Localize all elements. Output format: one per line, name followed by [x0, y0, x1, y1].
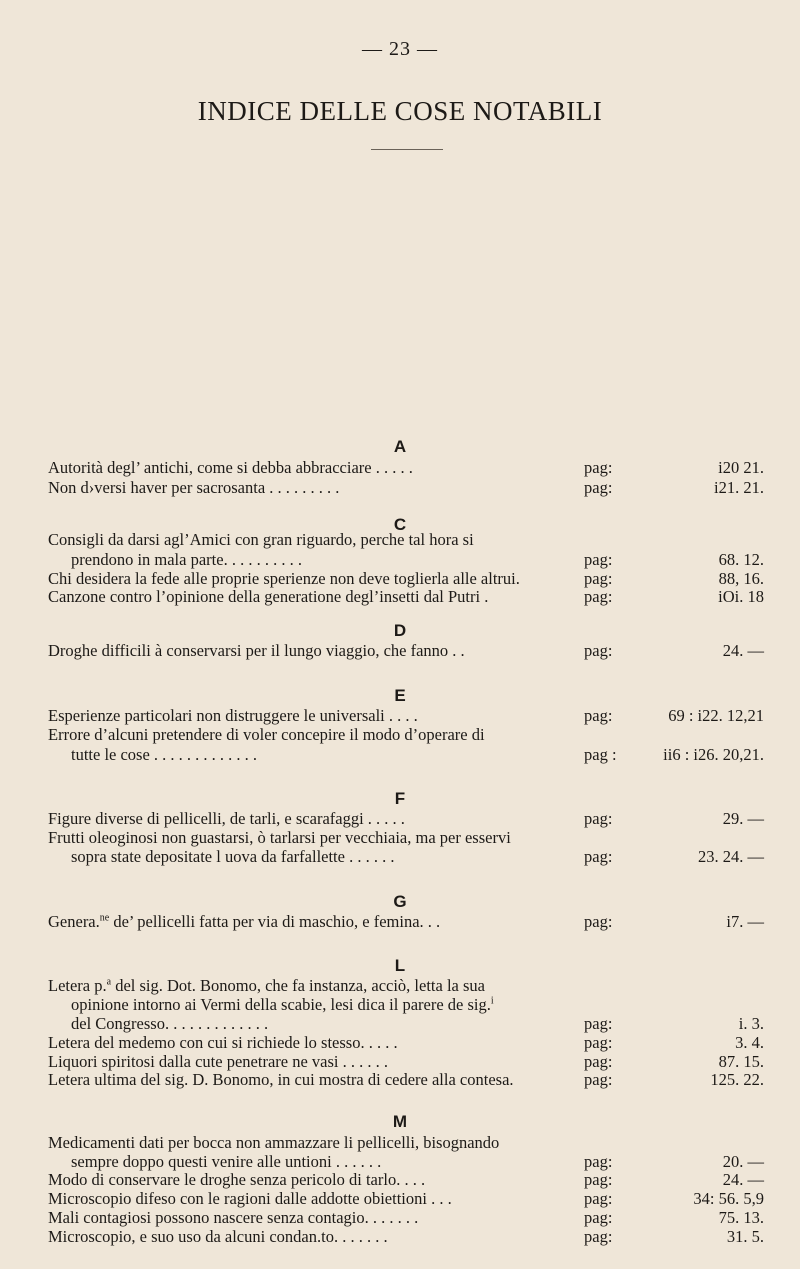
entry-text: Canzone contro l’opinione della generatione degl’insetti dal Putri . [48, 587, 489, 606]
page-label: pag: [584, 847, 613, 866]
section-letter: G [393, 892, 407, 911]
page-reference: i. 3. [738, 1014, 764, 1033]
entry-text: Mali contagiosi possono nascere senza contagio. . . . . . . [48, 1208, 419, 1227]
page-reference: 88, 16. [718, 569, 764, 588]
page-label: pag: [584, 706, 613, 725]
entry-text: Esperienze particolari non distruggere le universali . . . . [48, 706, 418, 725]
entry-text: sopra state depositate l uova da farfallette . . . . . . [71, 847, 395, 866]
page-label: pag: [584, 1208, 613, 1227]
entry-text: Modo di conservare le droghe senza pericolo di tarlo. . . . [48, 1170, 426, 1189]
entry-text: Frutti oleoginosi non guastarsi, ò tarlarsi per vecchiaia, ma per esservi [48, 828, 511, 847]
entry-text: prendono in mala parte. . . . . . . . . . [71, 550, 302, 569]
page-label: pag: [584, 912, 613, 931]
page-reference: i21. 21. [714, 478, 764, 497]
entry-text: Letera ultima del sig. D. Bonomo, in cui mostra di cedere alla contesa. [48, 1070, 514, 1089]
page-label: pag: [584, 809, 613, 828]
page-reference: 87. 15. [718, 1052, 764, 1071]
entry-text: Medicamenti dati per bocca non ammazzare li pellicelli, bisognando [48, 1133, 500, 1152]
section-letter: M [392, 1112, 408, 1131]
entry-text: tutte le cose . . . . . . . . . . . . . [71, 745, 258, 764]
entry-text: Genera.$^{ne}$ de’ pellicelli fatta per via di maschio, e femina. . . [48, 912, 441, 931]
page-reference: 34: 56. 5,9 [693, 1189, 764, 1208]
page-label: pag: [584, 641, 613, 660]
section-letter: E [394, 686, 406, 705]
section-letter: L [394, 956, 406, 975]
page-reference: 31. 5. [726, 1227, 764, 1246]
section-letter: C [393, 515, 407, 534]
entry-text: Chi desidera la fede alle proprie sperienze non deve toglierla alle altrui. [48, 569, 520, 588]
page-label: pag: [584, 1189, 613, 1208]
entry-text: Microscopio difeso con le ragioni dalle addotte obiettioni . . . [48, 1189, 452, 1208]
page-reference: ii6 : i26. 20,21. [663, 745, 764, 764]
page-reference: iOi. 18 [718, 587, 764, 606]
page-label: pag: [584, 1227, 613, 1246]
section-letter: A [393, 437, 407, 456]
entry-text: Consigli da darsi agl’Amici con gran riguardo, perche tal hora si [48, 530, 474, 549]
page-reference: 29. — [722, 809, 764, 828]
section-letter: D [393, 621, 407, 640]
page-reference: 68. 12. [718, 550, 764, 569]
page-reference: i7. — [726, 912, 764, 931]
entry-text: Microscopio, e suo uso da alcuni condan.to. . . . . . . [48, 1227, 388, 1246]
page-label: pag: [584, 587, 613, 606]
entry-text: Figure diverse di pellicelli, de tarli, e scarafaggi . . . . . [48, 809, 405, 828]
entry-text: opinione intorno ai Vermi della scabie, lesi dica il parere de sig.$^i$ [71, 995, 494, 1014]
page-label: pag : [584, 745, 617, 764]
page-reference: 24. — [722, 1170, 764, 1189]
entry-text: Autorità degl’ antichi, come si debba abbracciare . . . . . [48, 458, 413, 477]
page-label: pag: [584, 1014, 613, 1033]
page-label: pag: [584, 1052, 613, 1071]
page-number: — 23 — [362, 38, 438, 60]
page-title: INDICE DELLE COSE NOTABILI [197, 96, 603, 126]
page-reference: 24. — [722, 641, 764, 660]
page-label: pag: [584, 1033, 613, 1052]
entry-text: Letera del medemo con cui si richiede lo stesso. . . . . [48, 1033, 398, 1052]
page-label: pag: [584, 458, 613, 477]
entry-text: Letera p.$^a$ del sig. Dot. Bonomo, che fa instanza, acciò, letta la sua [48, 976, 485, 995]
page-reference: 75. 13. [718, 1208, 764, 1227]
page-reference: 20. — [722, 1152, 764, 1171]
page-label: pag: [584, 569, 613, 588]
page-reference: 3. 4. [735, 1033, 764, 1052]
page-label: pag: [584, 550, 613, 569]
entry-text: sempre doppo questi venire alle untioni . . . . . . [71, 1152, 382, 1171]
entry-text: Errore d’alcuni pretendere di voler concepire il modo d’operare di [48, 725, 485, 744]
page-label: pag: [584, 1170, 613, 1189]
entry-text: Droghe difficili à conservarsi per il lungo viaggio, che fanno . . [48, 641, 465, 660]
page-label: pag: [584, 1070, 613, 1089]
page-reference: 23. 24. — [698, 847, 764, 866]
title-divider [371, 149, 443, 150]
entry-text: del Congresso. . . . . . . . . . . . . [71, 1014, 269, 1033]
entry-text: Liquori spiritosi dalla cute penetrare ne vasi . . . . . . [48, 1052, 388, 1071]
page-reference: 125. 22. [710, 1070, 764, 1089]
page-label: pag: [584, 1152, 613, 1171]
section-letter: F [394, 789, 406, 808]
entry-text: Non d›versi haver per sacrosanta . . . . . . . . . [48, 478, 340, 497]
page-label: pag: [584, 478, 613, 497]
page-reference: 69 : i22. 12,21 [668, 706, 764, 725]
page-reference: i20 21. [718, 458, 764, 477]
